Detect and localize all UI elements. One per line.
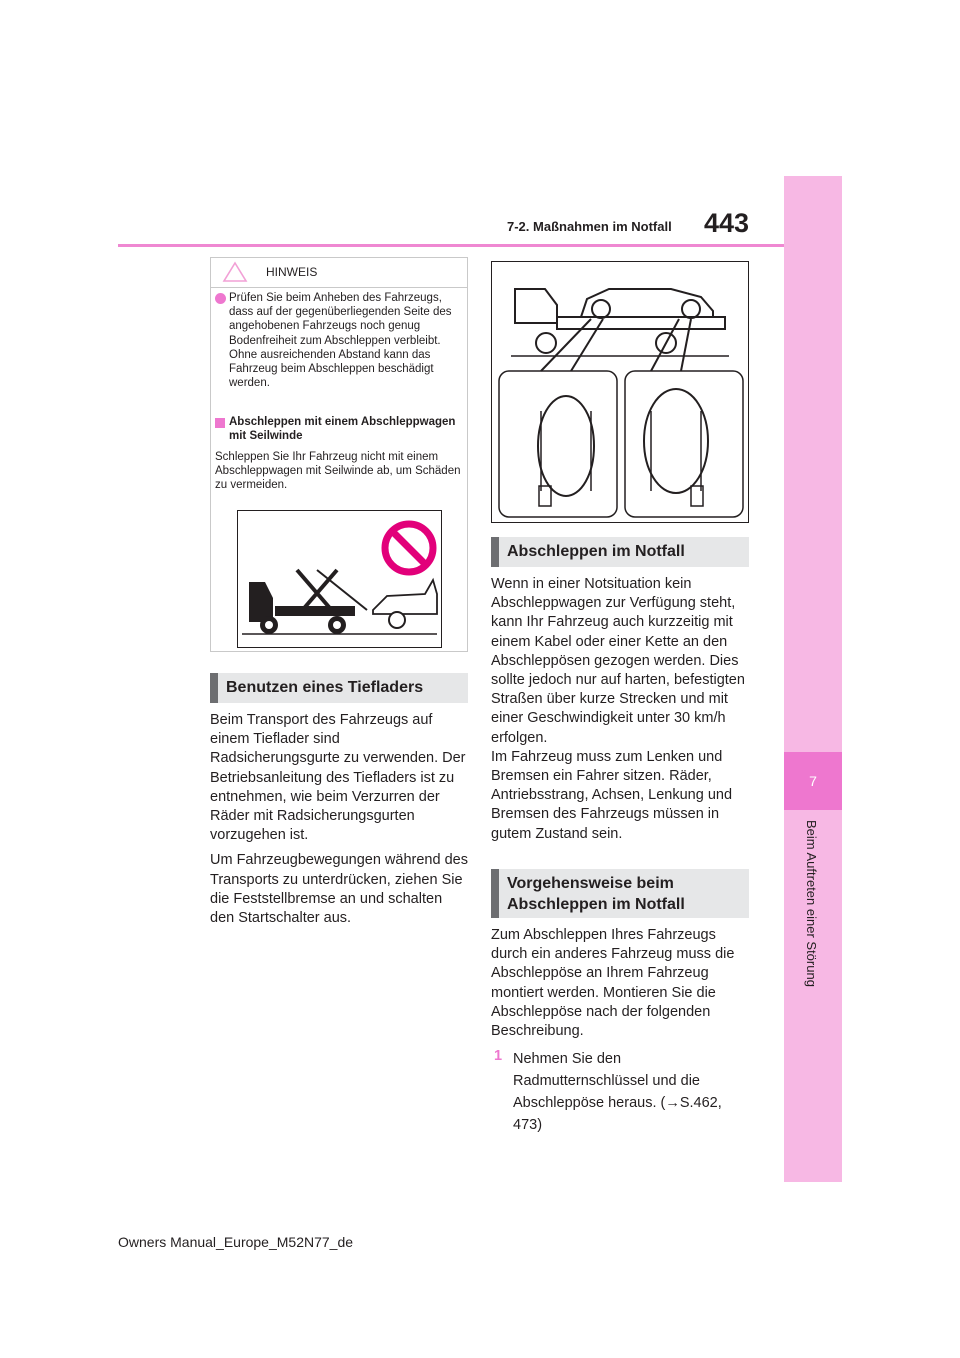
- square-bullet-icon: [215, 418, 225, 428]
- tow-truck-prohibited-illustration: [237, 510, 442, 648]
- heading-tieflader: Benutzen eines Tiefladers: [210, 673, 468, 703]
- heading-vorgehensweise: Vorgehensweise beim Abschleppen im Notfall: [491, 869, 749, 918]
- right-paragraph-1: Wenn in einer Notsituation kein Abschleppwagen zur Verfügung steht, kann Ihr Fahrzeug auch kurzzeitig mit einem Kabel oder einer Kette an den Abschleppösen gezogen werden. Dies sollte jedoch nur auf harten, befestigten Straßen über kurze Strecken und mit einer Geschwindigkeit unter 30 km/h erfolgen.: [491, 576, 745, 746]
- footer-doc-id: Owners Manual_Europe_M52N77_de: [118, 1234, 354, 1250]
- right-body-2: [491, 926, 749, 1047]
- left-paragraph-1: Beim Transport des Fahrzeugs auf einem Tieflader sind Radsicherungsgurte zu verwenden. Der Betriebsanleitung des Tiefladers ist zu entnehmen, wie beim Verzurren der Räder mit Radsicherungsgurten vorzugehen ist.: [210, 712, 466, 844]
- right-paragraph-2: Im Fahrzeug muss zum Lenken und Bremsen ein Fahrer sitzen. Räder, Antriebsstrang, Achsen, Lenkung und Bremsen des Fahrzeugs müssen in gutem Zustand sein.: [491, 748, 733, 842]
- right-body-1: [491, 575, 749, 850]
- left-paragraph-2: Um Fahrzeugbewegungen während des Transports zu unterdrücken, ziehen Sie die Feststellbremse an und schalten den Startschalter aus.: [210, 852, 468, 927]
- note-bullet-text: Prüfen Sie beim Anheben des Fahrzeugs, dass auf der gegenüberliegenden Seite des angehobenen Fahrzeugs noch genug Bodenfreiheit zum Abschleppen verbleibt. Ohne ausreichenden Abstand kann das Fahrzeug beim Abschleppen beschädigt werden.: [229, 292, 452, 390]
- chapter-side-tab: [784, 176, 842, 1182]
- chapter-label-text: Beim Auftreten einer Störung: [804, 820, 819, 987]
- chapter-number: 7: [784, 752, 842, 810]
- note-subheading: Abschleppen mit einem Abschleppwagen mit Seilwinde: [229, 416, 456, 443]
- page-number: 443: [704, 208, 750, 238]
- left-body: [210, 711, 468, 934]
- chapter-label: [799, 820, 827, 1020]
- step-text: Nehmen Sie den Radmutternschlüssel und die Abschleppöse heraus. (→S.462, 473): [513, 1051, 722, 1133]
- flatbed-wheel-strap-illustration: [491, 261, 749, 523]
- right-paragraph-3: Zum Abschleppen Ihres Fahrzeugs durch ein anderes Fahrzeug muss die Abschleppöse an Ihrem Fahrzeug montiert werden. Montieren Sie die Abschleppöse nach der folgenden Beschreibung.: [491, 927, 735, 1040]
- step-number: 1: [494, 1048, 503, 1064]
- heading-abschleppen-notfall: Abschleppen im Notfall: [491, 537, 749, 567]
- note-subtext: Schleppen Sie Ihr Fahrzeug nicht mit einem Abschleppwagen mit Seilwinde ab, um Schäden zu vermeiden.: [215, 451, 461, 492]
- section-title: 7-2. Maßnahmen im Notfall: [507, 219, 672, 234]
- bullet-dot-icon: [215, 293, 226, 304]
- note-divider: [210, 287, 468, 288]
- note-title: HINWEIS: [266, 265, 318, 279]
- header-rule: [118, 244, 784, 247]
- warning-triangle-icon: [222, 261, 248, 283]
